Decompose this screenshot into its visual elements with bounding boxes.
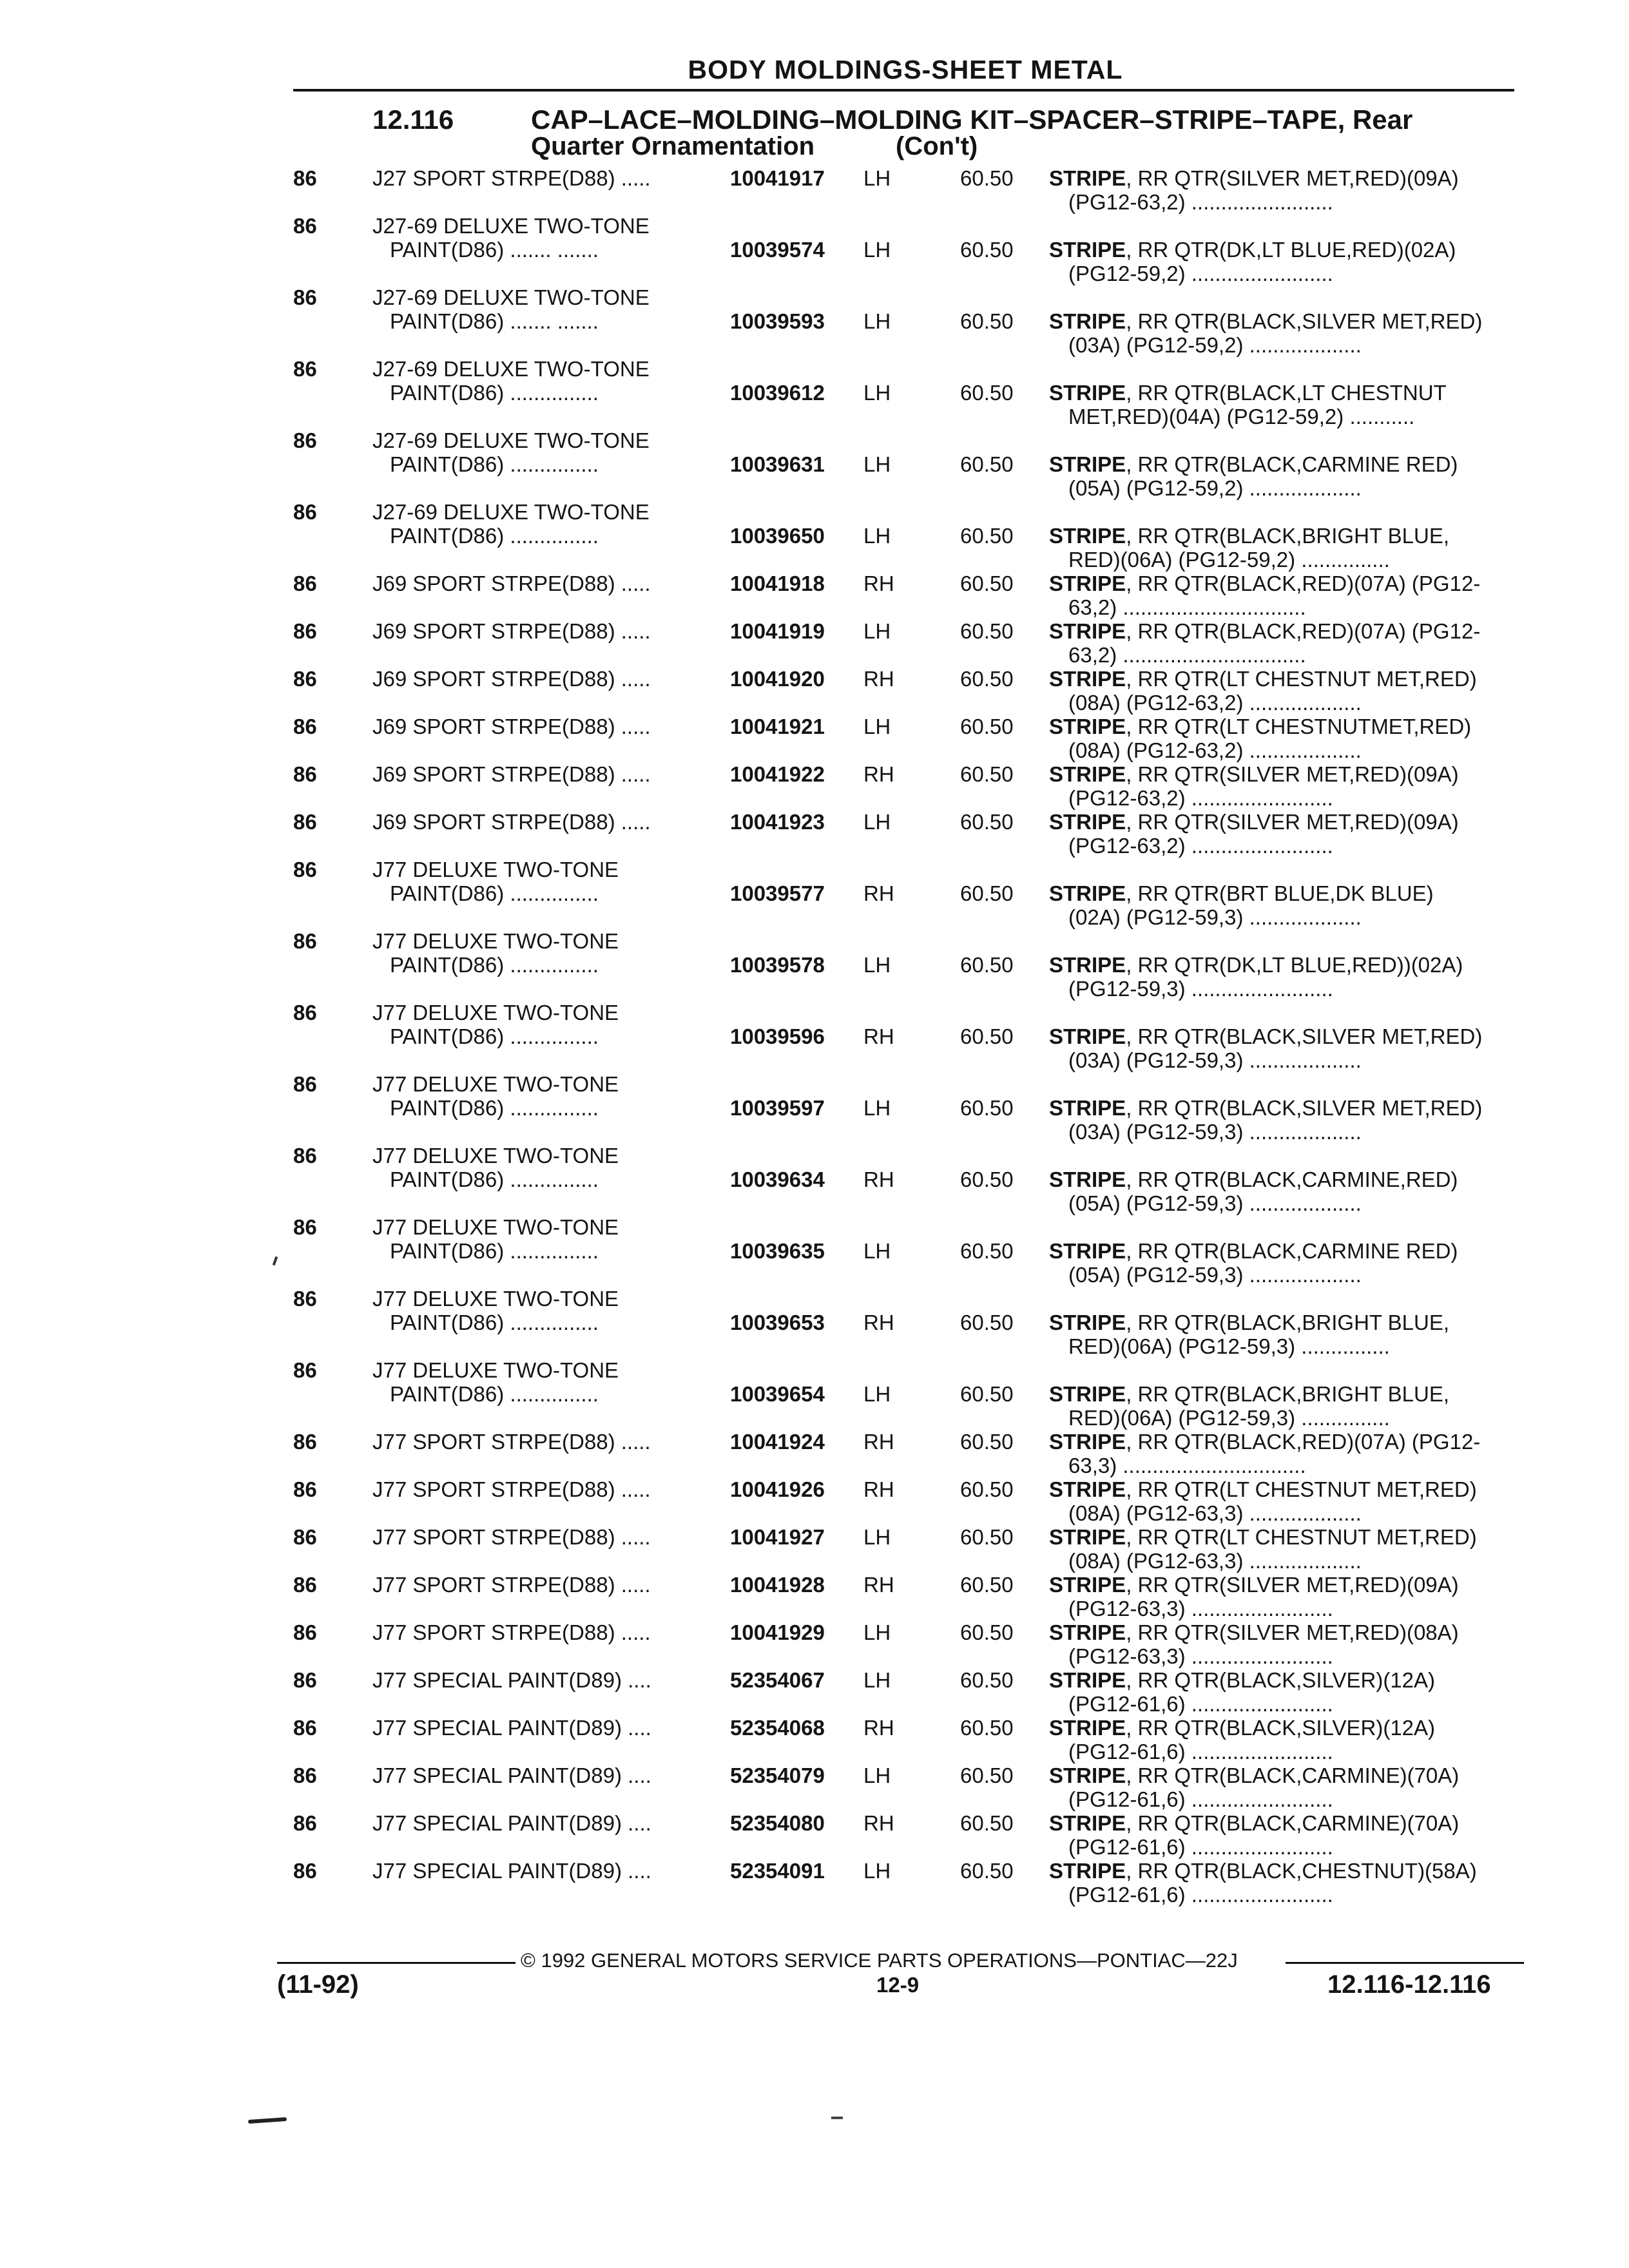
list-item xyxy=(0,214,1629,285)
list-item xyxy=(0,810,1629,858)
usage-description-cont: PAINT(D86) ............... xyxy=(390,524,599,548)
usage-description: J77 DELUXE TWO-TONE xyxy=(372,929,619,953)
unit-code: 60.50 xyxy=(960,381,1014,405)
usage-description: J77 DELUXE TWO-TONE xyxy=(372,1215,619,1239)
part-description-cont: RED)(06A) (PG12-59,3) ............... xyxy=(1068,1406,1390,1430)
usage-description: J77 SPECIAL PAINT(D89) .... xyxy=(372,1668,651,1692)
page-title: BODY MOLDINGS-SHEET METAL xyxy=(688,55,1123,84)
part-description: STRIPE, RR QTR(BLACK,BRIGHT BLUE, xyxy=(1049,524,1450,548)
side: LH xyxy=(863,715,891,738)
model-year: 86 xyxy=(293,810,317,834)
model-year: 86 xyxy=(293,1525,317,1549)
part-description-cont: (PG12-63,2) ........................ xyxy=(1068,190,1333,214)
part-number: 10039577 xyxy=(730,881,825,905)
unit-code: 60.50 xyxy=(960,309,1014,333)
part-description-cont: RED)(06A) (PG12-59,2) ............... xyxy=(1068,548,1390,572)
unit-code: 60.50 xyxy=(960,1763,1014,1787)
model-year: 86 xyxy=(293,214,317,238)
footer-date: (11-92) xyxy=(277,1970,359,1999)
model-year: 86 xyxy=(293,1215,317,1239)
unit-code: 60.50 xyxy=(960,1525,1014,1549)
scan-artifact xyxy=(831,2117,843,2119)
part-number: 10039635 xyxy=(730,1239,825,1263)
part-description: STRIPE, RR QTR(SILVER MET,RED)(09A) xyxy=(1049,762,1459,786)
usage-description: J77 SPECIAL PAINT(D89) .... xyxy=(372,1716,651,1740)
part-number: 10039578 xyxy=(730,953,825,977)
list-item xyxy=(0,1811,1629,1859)
usage-description: J77 DELUXE TWO-TONE xyxy=(372,1001,619,1024)
side: LH xyxy=(863,810,891,834)
usage-description: J27-69 DELUXE TWO-TONE xyxy=(372,428,650,452)
side: LH xyxy=(863,1096,891,1120)
part-description: STRIPE, RR QTR(SILVER MET,RED)(09A) xyxy=(1049,810,1459,834)
part-description-cont: 63,2) ............................... xyxy=(1068,595,1306,619)
model-year: 86 xyxy=(293,166,317,190)
side: LH xyxy=(863,1239,891,1263)
part-description-cont: (08A) (PG12-63,3) ................... xyxy=(1068,1501,1362,1525)
part-number: 10041919 xyxy=(730,619,825,643)
unit-code: 60.50 xyxy=(960,572,1014,595)
side: RH xyxy=(863,1311,894,1334)
part-description-cont: (PG12-59,2) ........................ xyxy=(1068,262,1333,285)
side: RH xyxy=(863,1811,894,1835)
part-number: 10041924 xyxy=(730,1430,825,1454)
part-number: 10039631 xyxy=(730,452,825,476)
usage-description-cont: PAINT(D86) ............... xyxy=(390,1311,599,1334)
side: LH xyxy=(863,238,891,262)
model-year: 86 xyxy=(293,1811,317,1835)
usage-description: J77 DELUXE TWO-TONE xyxy=(372,1072,619,1096)
unit-code: 60.50 xyxy=(960,1096,1014,1120)
usage-description: J77 SPORT STRPE(D88) ..... xyxy=(372,1430,651,1454)
footer-section-range: 12.116-12.116 xyxy=(1327,1970,1491,1999)
part-description: STRIPE, RR QTR(BLACK,BRIGHT BLUE, xyxy=(1049,1382,1450,1406)
list-item xyxy=(0,1620,1629,1668)
usage-description-cont: PAINT(D86) ....... ....... xyxy=(390,238,599,262)
model-year: 86 xyxy=(293,357,317,381)
usage-description-cont: PAINT(D86) ............... xyxy=(390,1096,599,1120)
model-year: 86 xyxy=(293,1144,317,1168)
part-description: STRIPE, RR QTR(SILVER MET,RED)(09A) xyxy=(1049,166,1459,190)
model-year: 86 xyxy=(293,1072,317,1096)
footer-rule-left xyxy=(277,1962,516,1964)
side: LH xyxy=(863,619,891,643)
usage-description-cont: PAINT(D86) ............... xyxy=(390,881,599,905)
part-description-cont: (PG12-61,6) ........................ xyxy=(1068,1835,1333,1859)
footer-page-number: 12-9 xyxy=(876,1973,920,1997)
side: RH xyxy=(863,1430,894,1454)
usage-description: J27-69 DELUXE TWO-TONE xyxy=(372,500,650,524)
part-number: 10041918 xyxy=(730,572,825,595)
part-number: 10039597 xyxy=(730,1096,825,1120)
usage-description-cont: PAINT(D86) ....... ....... xyxy=(390,309,599,333)
part-description-cont: (02A) (PG12-59,3) ................... xyxy=(1068,905,1362,929)
list-item xyxy=(0,667,1629,715)
usage-description: J27-69 DELUXE TWO-TONE xyxy=(372,214,650,238)
part-description-cont: (05A) (PG12-59,3) ................... xyxy=(1068,1263,1362,1287)
list-item xyxy=(0,1859,1629,1907)
usage-description: J77 DELUXE TWO-TONE xyxy=(372,1144,619,1168)
model-year: 86 xyxy=(293,285,317,309)
part-description: STRIPE, RR QTR(BLACK,SILVER MET,RED) xyxy=(1049,1024,1483,1048)
side: LH xyxy=(863,953,891,977)
unit-code: 60.50 xyxy=(960,715,1014,738)
part-number: 10039634 xyxy=(730,1168,825,1191)
usage-description: J77 SPORT STRPE(D88) ..... xyxy=(372,1573,651,1597)
list-item xyxy=(0,1477,1629,1525)
part-description-cont: (03A) (PG12-59,3) ................... xyxy=(1068,1120,1362,1144)
side: RH xyxy=(863,881,894,905)
part-number: 52354091 xyxy=(730,1859,825,1883)
list-item xyxy=(0,1525,1629,1573)
usage-description: J77 SPECIAL PAINT(D89) .... xyxy=(372,1859,651,1883)
part-number: 10041921 xyxy=(730,715,825,738)
part-description: STRIPE, RR QTR(BLACK,RED)(07A) (PG12- xyxy=(1049,619,1481,643)
part-description: STRIPE, RR QTR(BLACK,CARMINE RED) xyxy=(1049,452,1458,476)
part-description: STRIPE, RR QTR(BLACK,SILVER)(12A) xyxy=(1049,1716,1436,1740)
footer-rule-right xyxy=(1286,1962,1524,1964)
list-item xyxy=(0,1668,1629,1716)
part-number: 10039574 xyxy=(730,238,825,262)
usage-description: J77 SPORT STRPE(D88) ..... xyxy=(372,1525,651,1549)
part-description-cont: (PG12-63,2) ........................ xyxy=(1068,786,1333,810)
usage-description: J77 SPECIAL PAINT(D89) .... xyxy=(372,1811,651,1835)
list-item xyxy=(0,1144,1629,1215)
side: LH xyxy=(863,1382,891,1406)
side: LH xyxy=(863,1668,891,1692)
part-number: 52354079 xyxy=(730,1763,825,1787)
unit-code: 60.50 xyxy=(960,1811,1014,1835)
usage-description: J69 SPORT STRPE(D88) ..... xyxy=(372,572,651,595)
part-description-cont: (08A) (PG12-63,2) ................... xyxy=(1068,738,1362,762)
usage-description: J69 SPORT STRPE(D88) ..... xyxy=(372,667,651,691)
part-description: STRIPE, RR QTR(BLACK,BRIGHT BLUE, xyxy=(1049,1311,1450,1334)
list-item xyxy=(0,1215,1629,1287)
list-item xyxy=(0,572,1629,619)
usage-description: J77 SPECIAL PAINT(D89) .... xyxy=(372,1763,651,1787)
part-description-cont: (05A) (PG12-59,3) ................... xyxy=(1068,1191,1362,1215)
model-year: 86 xyxy=(293,1430,317,1454)
part-description: STRIPE, RR QTR(BLACK,CARMINE)(70A) xyxy=(1049,1811,1460,1835)
usage-description-cont: PAINT(D86) ............... xyxy=(390,1168,599,1191)
part-number: 10039650 xyxy=(730,524,825,548)
part-description-cont: (PG12-63,2) ........................ xyxy=(1068,834,1333,858)
part-description: STRIPE, RR QTR(LT CHESTNUT MET,RED) xyxy=(1049,1525,1477,1549)
list-item xyxy=(0,1287,1629,1358)
list-item xyxy=(0,428,1629,500)
unit-code: 60.50 xyxy=(960,1382,1014,1406)
unit-code: 60.50 xyxy=(960,1573,1014,1597)
parts-list xyxy=(0,166,1629,1907)
list-item xyxy=(0,1072,1629,1144)
side: LH xyxy=(863,1525,891,1549)
part-description: STRIPE, RR QTR(BLACK,RED)(07A) (PG12- xyxy=(1049,572,1481,595)
part-description: STRIPE, RR QTR(BLACK,CARMINE)(70A) xyxy=(1049,1763,1460,1787)
part-description-cont: (08A) (PG12-63,2) ................... xyxy=(1068,691,1362,715)
part-description: STRIPE, RR QTR(LT CHESTNUT MET,RED) xyxy=(1049,667,1477,691)
unit-code: 60.50 xyxy=(960,1716,1014,1740)
part-description: STRIPE, RR QTR(BLACK,CARMINE RED) xyxy=(1049,1239,1458,1263)
part-description: STRIPE, RR QTR(DK,LT BLUE,RED))(02A) xyxy=(1049,953,1463,977)
part-description: STRIPE, RR QTR(SILVER MET,RED)(08A) xyxy=(1049,1620,1459,1644)
side: RH xyxy=(863,1573,894,1597)
unit-code: 60.50 xyxy=(960,1311,1014,1334)
model-year: 86 xyxy=(293,715,317,738)
usage-description: J77 DELUXE TWO-TONE xyxy=(372,1358,619,1382)
part-number: 52354068 xyxy=(730,1716,825,1740)
list-item xyxy=(0,357,1629,428)
part-number: 10041929 xyxy=(730,1620,825,1644)
part-number: 10039612 xyxy=(730,381,825,405)
model-year: 86 xyxy=(293,1358,317,1382)
model-year: 86 xyxy=(293,929,317,953)
part-description-cont: (03A) (PG12-59,2) ................... xyxy=(1068,333,1362,357)
list-item xyxy=(0,762,1629,810)
model-year: 86 xyxy=(293,667,317,691)
list-item xyxy=(0,1358,1629,1430)
section-subtitle: Quarter Ornamentation xyxy=(531,132,815,160)
section-continued: (Con't) xyxy=(896,132,978,160)
unit-code: 60.50 xyxy=(960,953,1014,977)
unit-code: 60.50 xyxy=(960,1168,1014,1191)
title-rule xyxy=(293,89,1514,91)
part-number: 10041927 xyxy=(730,1525,825,1549)
part-description-cont: RED)(06A) (PG12-59,3) ............... xyxy=(1068,1334,1390,1358)
usage-description: J77 DELUXE TWO-TONE xyxy=(372,858,619,881)
usage-description-cont: PAINT(D86) ............... xyxy=(390,953,599,977)
part-description: STRIPE, RR QTR(SILVER MET,RED)(09A) xyxy=(1049,1573,1459,1597)
part-description: STRIPE, RR QTR(DK,LT BLUE,RED)(02A) xyxy=(1049,238,1456,262)
usage-description-cont: PAINT(D86) ............... xyxy=(390,452,599,476)
part-description-cont: 63,2) ............................... xyxy=(1068,643,1306,667)
part-description-cont: (PG12-61,6) ........................ xyxy=(1068,1883,1333,1907)
unit-code: 60.50 xyxy=(960,1859,1014,1883)
unit-code: 60.50 xyxy=(960,810,1014,834)
usage-description: J77 SPORT STRPE(D88) ..... xyxy=(372,1477,651,1501)
list-item xyxy=(0,500,1629,572)
unit-code: 60.50 xyxy=(960,1024,1014,1048)
part-description-cont: (05A) (PG12-59,2) ................... xyxy=(1068,476,1362,500)
part-number: 52354067 xyxy=(730,1668,825,1692)
section-number: 12.116 xyxy=(372,104,454,135)
part-description: STRIPE, RR QTR(BRT BLUE,DK BLUE) xyxy=(1049,881,1434,905)
part-number: 10041923 xyxy=(730,810,825,834)
list-item xyxy=(0,715,1629,762)
part-description: STRIPE, RR QTR(BLACK,CARMINE,RED) xyxy=(1049,1168,1458,1191)
side: LH xyxy=(863,524,891,548)
list-item xyxy=(0,929,1629,1001)
usage-description: J77 DELUXE TWO-TONE xyxy=(372,1287,619,1311)
section-title: CAP–LACE–MOLDING–MOLDING KIT–SPACER–STRIPE–TAPE, Rear xyxy=(531,104,1413,135)
side: RH xyxy=(863,1168,894,1191)
unit-code: 60.50 xyxy=(960,166,1014,190)
model-year: 86 xyxy=(293,858,317,881)
usage-description-cont: PAINT(D86) ............... xyxy=(390,381,599,405)
part-number: 10041926 xyxy=(730,1477,825,1501)
part-description: STRIPE, RR QTR(BLACK,RED)(07A) (PG12- xyxy=(1049,1430,1481,1454)
part-description-cont: (PG12-61,6) ........................ xyxy=(1068,1692,1333,1716)
part-number: 10039596 xyxy=(730,1024,825,1048)
list-item xyxy=(0,1716,1629,1763)
part-number: 10041917 xyxy=(730,166,825,190)
side: LH xyxy=(863,452,891,476)
unit-code: 60.50 xyxy=(960,619,1014,643)
side: LH xyxy=(863,1859,891,1883)
side: LH xyxy=(863,381,891,405)
part-description: STRIPE, RR QTR(BLACK,SILVER MET,RED) xyxy=(1049,309,1483,333)
usage-description: J27-69 DELUXE TWO-TONE xyxy=(372,357,650,381)
list-item xyxy=(0,858,1629,929)
part-description-cont: 63,3) ............................... xyxy=(1068,1454,1306,1477)
part-description: STRIPE, RR QTR(LT CHESTNUT MET,RED) xyxy=(1049,1477,1477,1501)
side: RH xyxy=(863,572,894,595)
part-number: 10041920 xyxy=(730,667,825,691)
model-year: 86 xyxy=(293,1287,317,1311)
model-year: 86 xyxy=(293,1477,317,1501)
part-number: 10039654 xyxy=(730,1382,825,1406)
usage-description: J69 SPORT STRPE(D88) ..... xyxy=(372,715,651,738)
part-description-cont: (PG12-61,6) ........................ xyxy=(1068,1787,1333,1811)
model-year: 86 xyxy=(293,1716,317,1740)
unit-code: 60.50 xyxy=(960,1239,1014,1263)
part-description: STRIPE, RR QTR(BLACK,CHESTNUT)(58A) xyxy=(1049,1859,1477,1883)
model-year: 86 xyxy=(293,1668,317,1692)
usage-description: J69 SPORT STRPE(D88) ..... xyxy=(372,810,651,834)
side: LH xyxy=(863,166,891,190)
model-year: 86 xyxy=(293,1763,317,1787)
footer-copyright: © 1992 GENERAL MOTORS SERVICE PARTS OPERATIONS—PONTIAC—22J xyxy=(521,1949,1238,1972)
list-item xyxy=(0,166,1629,214)
part-description-cont: (PG12-63,3) ........................ xyxy=(1068,1597,1333,1620)
part-number: 52354080 xyxy=(730,1811,825,1835)
list-item xyxy=(0,619,1629,667)
model-year: 86 xyxy=(293,1859,317,1883)
part-description-cont: (PG12-61,6) ........................ xyxy=(1068,1740,1333,1763)
usage-description: J69 SPORT STRPE(D88) ..... xyxy=(372,762,651,786)
usage-description-cont: PAINT(D86) ............... xyxy=(390,1024,599,1048)
unit-code: 60.50 xyxy=(960,1620,1014,1644)
side: LH xyxy=(863,1763,891,1787)
part-number: 10039653 xyxy=(730,1311,825,1334)
unit-code: 60.50 xyxy=(960,667,1014,691)
list-item xyxy=(0,1430,1629,1477)
part-description-cont: MET,RED)(04A) (PG12-59,2) ........... xyxy=(1068,405,1415,428)
unit-code: 60.50 xyxy=(960,1668,1014,1692)
list-item xyxy=(0,1001,1629,1072)
usage-description: J69 SPORT STRPE(D88) ..... xyxy=(372,619,651,643)
unit-code: 60.50 xyxy=(960,524,1014,548)
part-description-cont: (PG12-63,3) ........................ xyxy=(1068,1644,1333,1668)
unit-code: 60.50 xyxy=(960,452,1014,476)
model-year: 86 xyxy=(293,572,317,595)
list-item xyxy=(0,285,1629,357)
part-description: STRIPE, RR QTR(BLACK,LT CHESTNUT xyxy=(1049,381,1447,405)
side: RH xyxy=(863,762,894,786)
part-description: STRIPE, RR QTR(BLACK,SILVER)(12A) xyxy=(1049,1668,1436,1692)
unit-code: 60.50 xyxy=(960,1430,1014,1454)
scan-artifact xyxy=(248,2117,287,2124)
model-year: 86 xyxy=(293,428,317,452)
usage-description: J77 SPORT STRPE(D88) ..... xyxy=(372,1620,651,1644)
usage-description: J27 SPORT STRPE(D88) ..... xyxy=(372,166,651,190)
unit-code: 60.50 xyxy=(960,762,1014,786)
part-description-cont: (03A) (PG12-59,3) ................... xyxy=(1068,1048,1362,1072)
part-number: 10041928 xyxy=(730,1573,825,1597)
side: RH xyxy=(863,667,894,691)
unit-code: 60.50 xyxy=(960,1477,1014,1501)
part-description: STRIPE, RR QTR(BLACK,SILVER MET,RED) xyxy=(1049,1096,1483,1120)
unit-code: 60.50 xyxy=(960,238,1014,262)
list-item xyxy=(0,1763,1629,1811)
list-item xyxy=(0,1573,1629,1620)
usage-description-cont: PAINT(D86) ............... xyxy=(390,1239,599,1263)
part-description-cont: (08A) (PG12-63,3) ................... xyxy=(1068,1549,1362,1573)
part-number: 10039593 xyxy=(730,309,825,333)
usage-description: J27-69 DELUXE TWO-TONE xyxy=(372,285,650,309)
side: RH xyxy=(863,1024,894,1048)
part-description-cont: (PG12-59,3) ........................ xyxy=(1068,977,1333,1001)
part-description: STRIPE, RR QTR(LT CHESTNUTMET,RED) xyxy=(1049,715,1472,738)
side: RH xyxy=(863,1477,894,1501)
side: LH xyxy=(863,309,891,333)
model-year: 86 xyxy=(293,1001,317,1024)
part-number: 10041922 xyxy=(730,762,825,786)
model-year: 86 xyxy=(293,1620,317,1644)
model-year: 86 xyxy=(293,762,317,786)
model-year: 86 xyxy=(293,619,317,643)
model-year: 86 xyxy=(293,500,317,524)
side: RH xyxy=(863,1716,894,1740)
usage-description-cont: PAINT(D86) ............... xyxy=(390,1382,599,1406)
side: LH xyxy=(863,1620,891,1644)
unit-code: 60.50 xyxy=(960,881,1014,905)
model-year: 86 xyxy=(293,1573,317,1597)
